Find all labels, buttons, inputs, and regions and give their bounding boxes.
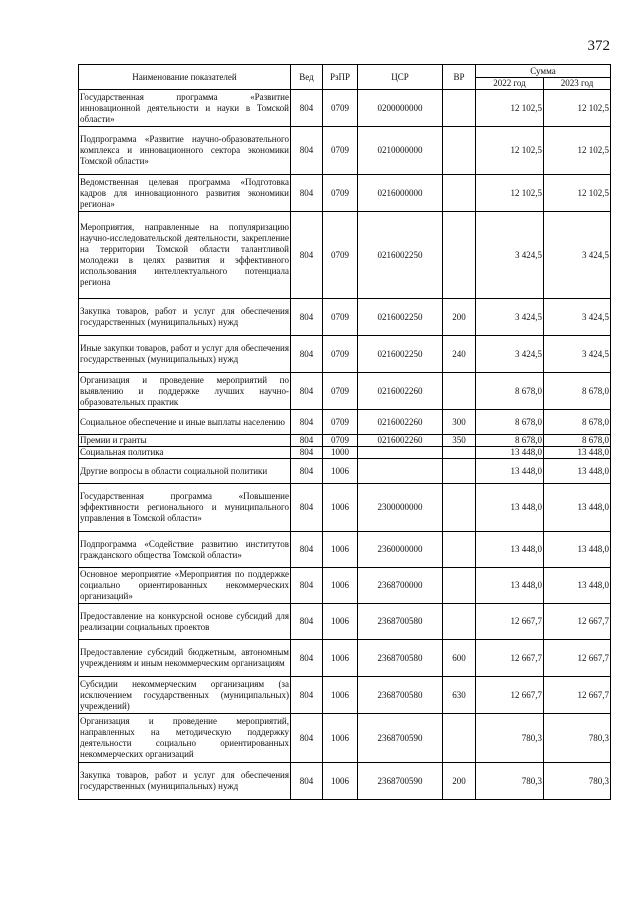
row-rzpr: 0709 xyxy=(323,373,358,410)
row-vr: 300 xyxy=(443,410,476,435)
row-rzpr: 1006 xyxy=(323,532,358,568)
row-rzpr: 1000 xyxy=(323,447,358,459)
row-sum-2022: 12 667,7 xyxy=(476,604,544,640)
row-ved: 804 xyxy=(291,90,323,127)
row-rzpr: 0709 xyxy=(323,299,358,336)
row-sum-2022: 12 667,7 xyxy=(476,677,544,714)
row-vr xyxy=(443,373,476,410)
table-row xyxy=(79,604,611,640)
row-ved: 804 xyxy=(291,604,323,640)
row-rzpr: 0709 xyxy=(323,127,358,175)
header-sum: Сумма xyxy=(476,65,611,78)
table-row xyxy=(79,763,611,800)
row-sum-2023: 12 667,7 xyxy=(544,604,611,640)
row-rzpr: 1006 xyxy=(323,484,358,532)
table-row xyxy=(79,410,611,435)
row-rzpr: 0709 xyxy=(323,336,358,373)
row-csr: 0216002250 xyxy=(358,212,443,299)
header-csr: ЦСР xyxy=(358,65,443,90)
row-sum-2022: 12 102,5 xyxy=(476,175,544,212)
row-name: Мероприятия, направленные на популяризацию научно-исследовательской деятельности, закрепление на территории Томской области талантливой молодежи в целях развития и эффективного использования интеллектуального потенциала региона xyxy=(79,212,291,299)
row-name: Ведомственная целевая программа «Подготовка кадров для инновационного развития экономики региона» xyxy=(79,175,291,212)
table-row xyxy=(79,127,611,175)
row-name: Другие вопросы в области социальной политики xyxy=(79,459,291,484)
row-sum-2022: 13 448,0 xyxy=(476,459,544,484)
row-vr xyxy=(443,212,476,299)
row-rzpr: 1006 xyxy=(323,763,358,800)
header-year-2023: 2023 год xyxy=(544,78,611,90)
table-row xyxy=(79,299,611,336)
row-sum-2022: 3 424,5 xyxy=(476,212,544,299)
row-sum-2023: 13 448,0 xyxy=(544,459,611,484)
row-sum-2022: 3 424,5 xyxy=(476,336,544,373)
row-sum-2022: 12 667,7 xyxy=(476,640,544,677)
row-sum-2023: 13 448,0 xyxy=(544,568,611,604)
row-sum-2022: 8 678,0 xyxy=(476,373,544,410)
row-name: Закупка товаров, работ и услуг для обеспечения государственных (муниципальных) нужд xyxy=(79,299,291,336)
table-row xyxy=(79,336,611,373)
header-ved: Вед xyxy=(291,65,323,90)
row-csr: 0216002260 xyxy=(358,373,443,410)
row-name: Социальное обеспечение и иные выплаты населению xyxy=(79,410,291,435)
row-rzpr: 1006 xyxy=(323,677,358,714)
row-rzpr: 1006 xyxy=(323,640,358,677)
row-sum-2022: 3 424,5 xyxy=(476,299,544,336)
row-rzpr: 0709 xyxy=(323,175,358,212)
row-vr xyxy=(443,568,476,604)
table-row xyxy=(79,459,611,484)
table-row xyxy=(79,677,611,714)
row-sum-2022: 8 678,0 xyxy=(476,435,544,447)
row-sum-2022: 13 448,0 xyxy=(476,484,544,532)
row-rzpr: 1006 xyxy=(323,714,358,763)
row-csr: 2360000000 xyxy=(358,532,443,568)
row-ved: 804 xyxy=(291,459,323,484)
table-row xyxy=(79,447,611,459)
row-ved: 804 xyxy=(291,447,323,459)
row-vr xyxy=(443,714,476,763)
row-sum-2023: 3 424,5 xyxy=(544,299,611,336)
table-body xyxy=(79,90,611,800)
row-vr: 630 xyxy=(443,677,476,714)
row-name: Основное мероприятие «Мероприятия по поддержке социально ориентированных некоммерческих организаций» xyxy=(79,568,291,604)
row-vr xyxy=(443,447,476,459)
row-sum-2022: 780,3 xyxy=(476,763,544,800)
row-sum-2023: 12 102,5 xyxy=(544,90,611,127)
row-sum-2022: 8 678,0 xyxy=(476,410,544,435)
row-ved: 804 xyxy=(291,714,323,763)
row-sum-2023: 780,3 xyxy=(544,714,611,763)
row-ved: 804 xyxy=(291,568,323,604)
row-name: Государственная программа «Развитие инновационной деятельности и науки в Томской области» xyxy=(79,90,291,127)
row-sum-2023: 8 678,0 xyxy=(544,373,611,410)
row-csr: 2368700590 xyxy=(358,714,443,763)
row-ved: 804 xyxy=(291,640,323,677)
row-name: Субсидии некоммерческим организациям (за исключением государственных (муниципальных) учреждений) xyxy=(79,677,291,714)
row-rzpr: 0709 xyxy=(323,435,358,447)
row-ved: 804 xyxy=(291,763,323,800)
row-sum-2023: 12 667,7 xyxy=(544,640,611,677)
row-name: Подпрограмма «Содействие развитию институтов гражданского общества Томской области» xyxy=(79,532,291,568)
row-rzpr: 0709 xyxy=(323,212,358,299)
row-csr: 0216002260 xyxy=(358,410,443,435)
row-csr: 0216000000 xyxy=(358,175,443,212)
row-ved: 804 xyxy=(291,435,323,447)
row-rzpr: 1006 xyxy=(323,459,358,484)
row-name: Организация и проведение мероприятий по выявлению и поддержке лучших научно-образовательных практик xyxy=(79,373,291,410)
row-vr xyxy=(443,175,476,212)
row-sum-2023: 780,3 xyxy=(544,763,611,800)
row-csr: 0200000000 xyxy=(358,90,443,127)
row-vr xyxy=(443,459,476,484)
row-sum-2023: 12 667,7 xyxy=(544,677,611,714)
row-sum-2023: 3 424,5 xyxy=(544,212,611,299)
row-csr: 2368700580 xyxy=(358,604,443,640)
row-name: Премии и гранты xyxy=(79,435,291,447)
row-rzpr: 1006 xyxy=(323,604,358,640)
row-csr: 0216002260 xyxy=(358,435,443,447)
row-csr: 2368700580 xyxy=(358,640,443,677)
row-vr: 350 xyxy=(443,435,476,447)
table-row xyxy=(79,212,611,299)
page-number: 372 xyxy=(587,38,610,54)
row-rzpr: 0709 xyxy=(323,410,358,435)
row-ved: 804 xyxy=(291,532,323,568)
row-ved: 804 xyxy=(291,336,323,373)
row-ved: 804 xyxy=(291,484,323,532)
row-csr: 2368700000 xyxy=(358,568,443,604)
row-sum-2022: 12 102,5 xyxy=(476,127,544,175)
row-name: Предоставление субсидий бюджетным, автономным учреждениям и иным некоммерческим организациям xyxy=(79,640,291,677)
row-name: Организация и проведение мероприятий, направленных на методическую поддержку деятельности социально ориентированных некоммерческих организаций xyxy=(79,714,291,763)
row-vr: 200 xyxy=(443,299,476,336)
row-sum-2023: 8 678,0 xyxy=(544,435,611,447)
row-rzpr: 0709 xyxy=(323,90,358,127)
row-name: Закупка товаров, работ и услуг для обеспечения государственных (муниципальных) нужд xyxy=(79,763,291,800)
row-sum-2022: 13 448,0 xyxy=(476,568,544,604)
table-row xyxy=(79,714,611,763)
row-csr: 0210000000 xyxy=(358,127,443,175)
row-sum-2023: 13 448,0 xyxy=(544,447,611,459)
table-row xyxy=(79,568,611,604)
row-name: Подпрограмма «Развитие научно-образовательного комплекса и инновационного сектора экономики Томской области» xyxy=(79,127,291,175)
row-vr xyxy=(443,484,476,532)
row-sum-2022: 12 102,5 xyxy=(476,90,544,127)
row-sum-2023: 12 102,5 xyxy=(544,127,611,175)
row-sum-2023: 13 448,0 xyxy=(544,484,611,532)
row-sum-2022: 780,3 xyxy=(476,714,544,763)
row-ved: 804 xyxy=(291,175,323,212)
row-sum-2023: 13 448,0 xyxy=(544,532,611,568)
row-sum-2022: 13 448,0 xyxy=(476,447,544,459)
row-csr xyxy=(358,447,443,459)
row-ved: 804 xyxy=(291,299,323,336)
row-csr: 0216002250 xyxy=(358,336,443,373)
table-row xyxy=(79,484,611,532)
table-row xyxy=(79,640,611,677)
row-vr: 240 xyxy=(443,336,476,373)
row-csr: 2300000000 xyxy=(358,484,443,532)
row-name: Иные закупки товаров, работ и услуг для обеспечения государственных (муниципальных) нужд xyxy=(79,336,291,373)
row-ved: 804 xyxy=(291,373,323,410)
row-vr xyxy=(443,127,476,175)
row-ved: 804 xyxy=(291,410,323,435)
row-csr xyxy=(358,459,443,484)
row-sum-2023: 12 102,5 xyxy=(544,175,611,212)
row-name: Социальная политика xyxy=(79,447,291,459)
header-vr: ВР xyxy=(443,65,476,90)
row-vr xyxy=(443,532,476,568)
row-vr: 600 xyxy=(443,640,476,677)
row-csr: 2368700580 xyxy=(358,677,443,714)
header-name: Наименование показателей xyxy=(79,65,291,90)
row-sum-2023: 8 678,0 xyxy=(544,410,611,435)
header-rzpr: РзПР xyxy=(323,65,358,90)
row-csr: 2368700590 xyxy=(358,763,443,800)
header-year-2022: 2022 год xyxy=(476,78,544,90)
row-ved: 804 xyxy=(291,677,323,714)
row-sum-2023: 3 424,5 xyxy=(544,336,611,373)
row-ved: 804 xyxy=(291,212,323,299)
row-vr: 200 xyxy=(443,763,476,800)
row-name: Предоставление на конкурсной основе субсидий для реализации социальных проектов xyxy=(79,604,291,640)
row-vr xyxy=(443,90,476,127)
table-row xyxy=(79,373,611,410)
table-row xyxy=(79,175,611,212)
row-csr: 0216002250 xyxy=(358,299,443,336)
row-sum-2022: 13 448,0 xyxy=(476,532,544,568)
table-row xyxy=(79,435,611,447)
row-rzpr: 1006 xyxy=(323,568,358,604)
budget-table xyxy=(78,64,611,800)
row-name: Государственная программа «Повышение эффективности регионального и муниципального управления в Томской области» xyxy=(79,484,291,532)
row-ved: 804 xyxy=(291,127,323,175)
table-row xyxy=(79,532,611,568)
table-row xyxy=(79,90,611,127)
row-vr xyxy=(443,604,476,640)
